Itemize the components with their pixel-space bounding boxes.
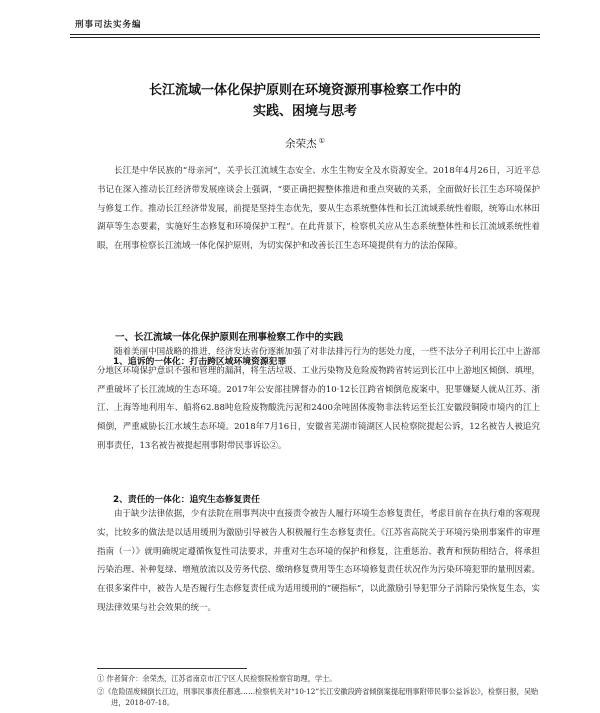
subsection-1-paragraph: 随着美丽中国战略的推进，经济发达省份逐渐加强了对非法排污行为的惩处力度，一些不法分子利用长江中上游部分地区环境保护意识不强和管理的漏洞，将生活垃圾、工业污染物及危险废物跨省转运到长江中上游地区倾倒、填埋，严重破坏了长江流域的生态环境。2017年公安部挂牌督办的10·12长江跨省倾倒危废案中，犯罪嫌疑人就从江苏、浙江、上海等地利用车、船将62.88吨危险废物酸洗污泥和2400余吨固体废物非法转运至长江安徽段铜陵市境内的江上倾倒，严重威胁长江水域生态环境。2018年7月16日，安徽省芜湖市镜湖区人民检察院提起公诉，12名被告人被追究刑事责任，13名被告被提起刑事附带民事诉讼②。 [97,347,540,451]
header-rule-bottom [70,37,540,38]
author-line [70,136,540,151]
footnote-2: ②《危险固废倾倒长江边，刑事民事责任都逃……检察机关对“10·12”长江安徽段跨省倾倒案提起刑事附带民事公益诉讼》，检察日报，吴贻进，2018-07-18。 [97,687,539,707]
footnote-1: ① 作者简介：余荣杰，江苏省南京市江宁区人民检察院检察官助理，学士。 [97,674,337,683]
author-name: 余荣杰 [285,138,317,150]
intro-paragraph: 长江是中华民族的“母亲河”，关乎长江流域生态安全、水生生物安全及水资源安全。2018年4月26日，习近平总书记在深入推动长江经济带发展座谈会上强调，“要正确把握整体推进和重点突破的关系，全面做好长江生态环境保护与修复工作。推动长江经济带发展，前提是坚持生态优先，要从生态系统整体性和长江流域系统性着眼，统筹山水林田湖草等生态要素，实施好生态修复和环境保护工程”。在此背景下，检察机关应从生态系统整体性和长江流域系统性着眼，在刑事检察长江流域一体化保护原则，为切实保护和改善长江生态环境提供有力的法治保障。 [97,166,540,252]
title-line-2: 实践、困境与思考 [252,104,357,119]
subsection-2-heading: 2、责任的一体化：追究生态修复责任 [113,495,260,505]
header-rule-top [70,34,540,35]
subsection-2-paragraph: 由于缺少法律依据，少有法院在刑事判决中直接责令被告人履行环境生态修复责任，考虑目前存在执行难的客观现实，比较多的做法是以适用缓刑为激励引导被告人积极履行生态修复责任。《江苏省高院关于环境污染刑事案件的审理指南（一）》就明确规定遵循恢复性司法要求，并重对生态环境的保护和修复，注重惩治、教育和预防相结合，将承担污染治理、补种复绿、增殖放流以及劳务代偿、缴纳修复费用等生态环境修复责任状况作为污染环境犯罪的量刑因素。在很多案件中，被告人是否履行生态修复责任成为适用缓刑的“硬指标”，以此激励引导犯罪分子消除污染恢复生态，实现法律效果与社会效果的统一。 [97,509,540,613]
author-footnote-mark: ① [318,136,325,145]
subsection-1-heading: 1、追诉的一体化：打击跨区域环境资源犯罪 [113,357,287,367]
section-1-heading: 一、长江流域一体化保护原则在刑事检察工作中的实践 [115,332,344,343]
footnote-rule [97,668,247,669]
running-header: 刑事司法实务编 [75,20,142,30]
title-line-1: 长江流域一体化保护原则在环境资源刑事检察工作中的 [148,83,461,98]
